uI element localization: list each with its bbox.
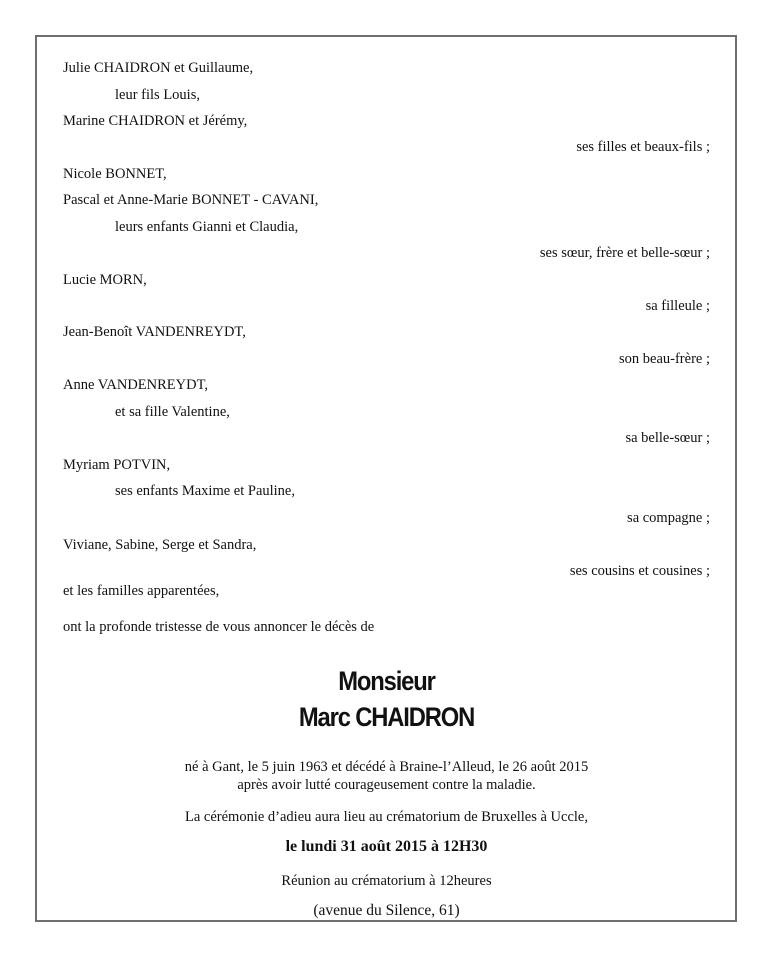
- family-line: Lucie MORN,: [63, 272, 147, 288]
- family-line: ses enfants Maxime et Pauline,: [115, 483, 295, 499]
- family-line: Anne VANDENREYDT,: [63, 377, 208, 393]
- family-line: Jean-Benoît VANDENREYDT,: [63, 324, 246, 340]
- address-line: (avenue du Silence, 61): [313, 902, 460, 919]
- family-line: leur fils Louis,: [115, 87, 200, 103]
- ceremony-line: La cérémonie d’adieu aura lieu au crématorium de Bruxelles à Uccle,: [185, 809, 588, 825]
- family-line: et les familles apparentées,: [63, 583, 220, 599]
- announcement-line: ont la profonde tristesse de vous annoncer le décès de: [63, 619, 375, 635]
- deceased-honorific: Monsieur: [338, 666, 435, 696]
- relationship-line: sa filleule ;: [645, 298, 710, 314]
- relationship-line: sa compagne ;: [627, 510, 710, 526]
- family-line: Julie CHAIDRON et Guillaume,: [63, 60, 254, 76]
- deceased-name: Marc CHAIDRON: [298, 702, 475, 732]
- relationship-line: sa belle-sœur ;: [625, 430, 710, 446]
- relationship-line: ses cousins et cousines ;: [569, 563, 710, 579]
- family-line: et sa fille Valentine,: [115, 404, 230, 420]
- family-line: Marine CHAIDRON et Jérémy,: [63, 113, 248, 129]
- family-line: Pascal et Anne-Marie BONNET - CAVANI,: [63, 192, 319, 208]
- family-line: Viviane, Sabine, Serge et Sandra,: [63, 537, 257, 553]
- birth-death-line: né à Gant, le 5 juin 1963 et décédé à Braine-l’Alleud, le 26 août 2015: [184, 759, 589, 775]
- family-line: Myriam POTVIN,: [63, 457, 171, 473]
- relationship-line: ses sœur, frère et belle-sœur ;: [539, 245, 710, 261]
- reunion-line: Réunion au crématorium à 12heures: [281, 873, 492, 889]
- relationship-line: son beau-frère ;: [619, 351, 710, 367]
- family-line: Nicole BONNET,: [63, 166, 167, 182]
- ceremony-date-time: le lundi 31 août 2015 à 12H30: [285, 838, 488, 855]
- illness-line: après avoir lutté courageusement contre la maladie.: [237, 777, 536, 793]
- relationship-line: ses filles et beaux-fils ;: [576, 139, 710, 155]
- family-line: leurs enfants Gianni et Claudia,: [115, 219, 299, 235]
